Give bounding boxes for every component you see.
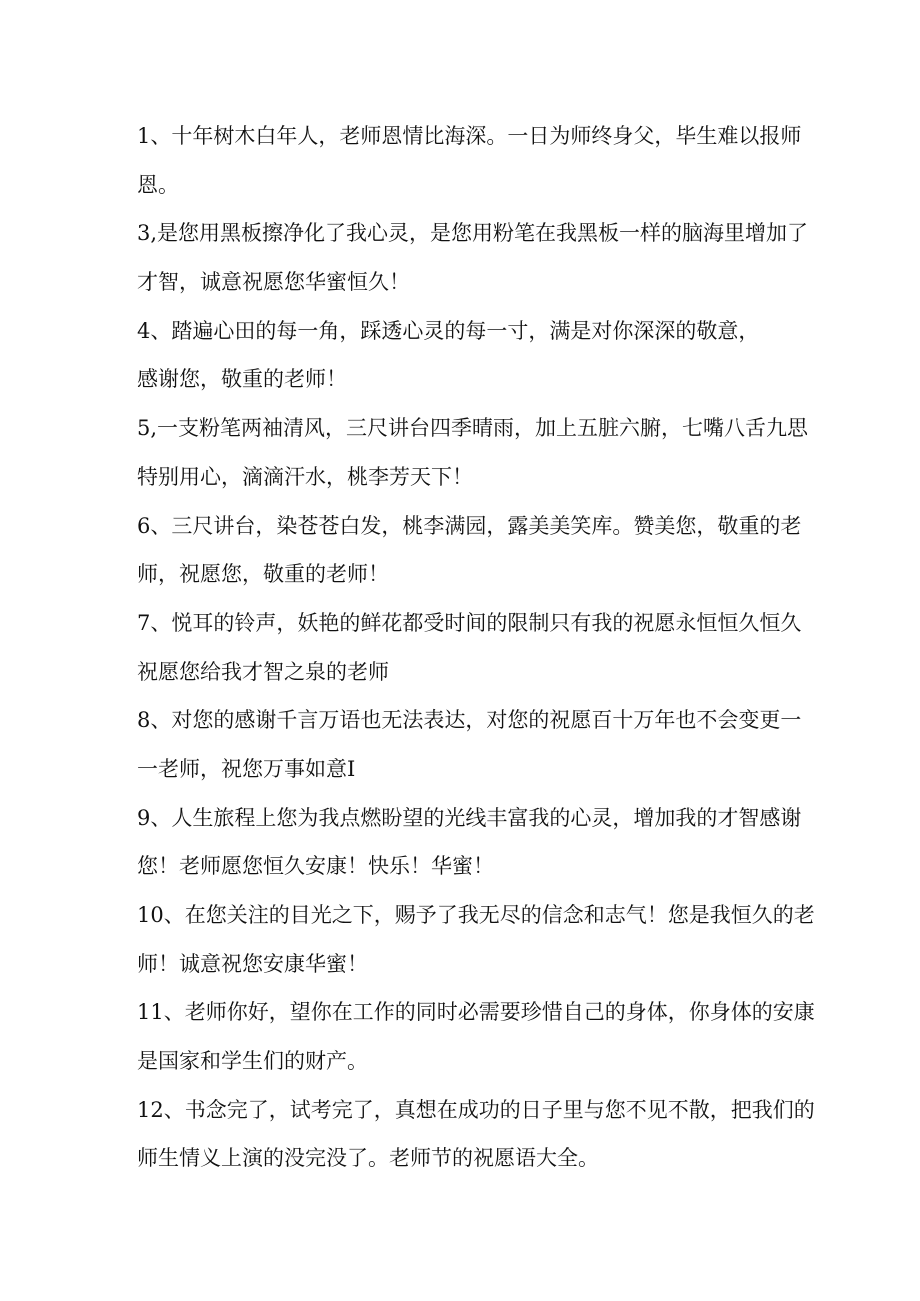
document-body bbox=[137, 112, 815, 1183]
text-line: 是国家和学生们的财产。 bbox=[137, 1049, 368, 1074]
text-line: 3,是您用黑板擦净化了我心灵，是您用粉笔在我黑板一样的脑海里增加了 bbox=[137, 221, 809, 246]
text-line: 恩。 bbox=[137, 172, 179, 197]
text-line: 特别用心，滴滴汗水，桃李芳天下！ bbox=[137, 464, 473, 489]
text-line: 7、悦耳的铃声，妖艳的鲜花都受时间的限制只有我的祝愿永恒恒久恒久 bbox=[137, 610, 802, 635]
text-line: 5,一支粉笔两袖清风，三尺讲台四季晴雨，加上五脏六腑，七嘴八舌九思 bbox=[137, 416, 809, 441]
text-line: 感谢您，敬重的老师！ bbox=[137, 367, 347, 392]
text-line: 8、对您的感谢千言万语也无法表达，对您的祝愿百十万年也不会变更一 bbox=[137, 708, 802, 733]
text-line: 11、老师你好，望你在工作的同时必需要珍惜自己的身体，你身体的安康 bbox=[137, 1000, 815, 1025]
text-line: 才智，诚意祝愿您华蜜恒久！ bbox=[137, 270, 410, 295]
text-line: 9、人生旅程上您为我点燃盼望的光线丰富我的心灵，增加我的才智感谢 bbox=[137, 805, 802, 830]
text-line: 师，祝愿您，敬重的老师！ bbox=[137, 562, 389, 587]
text-line: 师生情义上演的没完没了。老师节的祝愿语大全。 bbox=[137, 1146, 599, 1171]
text-line: 1、十年树木白年人，老师恩情比海深。一日为师终身父，毕生难以报师 bbox=[137, 124, 802, 148]
text-line: 12、书念完了，试考完了，真想在成功的日子里与您不见不散，把我们的 bbox=[137, 1097, 815, 1122]
text-line: 4、踏遍心田的每一角，踩透心灵的每一寸，满是对你深深的敬意， bbox=[137, 318, 760, 343]
text-line: 6、三尺讲台，染苍苍白发，桃李满园，露美美笑库。赞美您，敬重的老 bbox=[137, 513, 802, 538]
text-line: 您！老师愿您恒久安康！快乐！华蜜！ bbox=[137, 854, 494, 879]
text-line: 祝愿您给我才智之泉的老师 bbox=[137, 659, 389, 684]
text-line: 师！诚意祝您安康华蜜！ bbox=[137, 951, 368, 976]
text-line: 一老师，祝您万事如意I bbox=[137, 756, 356, 781]
text-line: 10、在您关注的目光之下，赐予了我无尽的信念和志气！您是我恒久的老 bbox=[137, 903, 815, 927]
